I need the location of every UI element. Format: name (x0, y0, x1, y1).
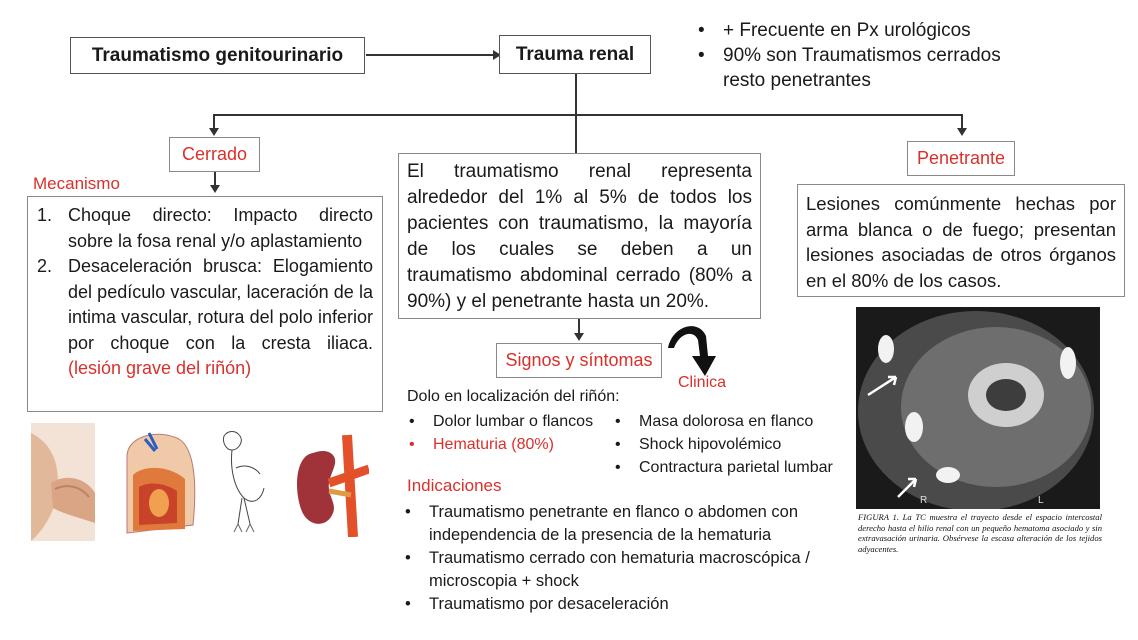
connector-cerrado-down (214, 172, 216, 186)
arrowhead (209, 128, 219, 136)
node-label: Cerrado (181, 144, 248, 164)
connector-center-down (578, 319, 580, 334)
ct-letter-l: L (1038, 495, 1044, 506)
center-text: El traumatismo renal representa alrededor del 1% al 5% de todos los pacientes con traumatismo, la mayoría de los cuales se deben a un traumatismo abdominal cerrado (80% a 90%) y el penetrante hasta un 20%. (407, 161, 752, 312)
arrowhead (957, 128, 967, 136)
abdomen-impact-image (119, 425, 199, 539)
mecanismo-item: 2. Desaceleración brusca: Elogamiento del pedículo vascular, laceración de la intima vascular, rotura del polo inferior por choque con la cresta iliaca. (lesión grave del riñón) (37, 256, 373, 378)
node-label: Signos y síntomas (505, 350, 653, 370)
body-sketch-image (214, 428, 270, 536)
arrowhead (210, 185, 220, 193)
node-label: Trauma renal (515, 43, 635, 65)
node-traumatismo-genitourinario (70, 37, 365, 74)
penetrante-text-box (797, 184, 1125, 297)
mecanismo-box (27, 196, 383, 412)
indicaciones-label: Indicaciones (407, 476, 502, 495)
clinica-item: • Dolor lumbar o flancos (407, 410, 617, 433)
node-signos (496, 343, 662, 378)
top-bullet: • + Frecuente en Px urológicos (696, 18, 1016, 43)
indicaciones-item: • Traumatismo penetrante en flanco o abdomen con independencia de la presencia de la hematuria (403, 501, 841, 547)
clinica-label: Clinica (678, 374, 727, 391)
arrowhead (574, 333, 584, 341)
indicaciones-item: • Traumatismo cerrado con hematuria macroscópica / microscopia + shock (403, 547, 841, 593)
indicaciones-item: • Traumatismo por desaceleración (403, 593, 841, 616)
connector-horizontal (213, 114, 962, 116)
center-text-box (398, 153, 761, 319)
ct-scan-image (856, 307, 1100, 509)
node-trauma-renal (499, 35, 651, 74)
mecanismo-highlight: (lesión grave del riñón) (68, 358, 252, 378)
node-label: Penetrante (916, 148, 1006, 168)
hand-press-image (31, 423, 95, 541)
ct-letter-r: R (920, 495, 928, 506)
node-label: Traumatismo genitourinario (91, 44, 344, 66)
penetrante-text: Lesiones comúnmente hechas por arma blanca o de fuego; presentan lesiones asociadas de otros órganos en el 80% de los casos. (806, 193, 1116, 291)
mecanismo-label: Mecanismo (33, 174, 120, 193)
clinica-item: • Contractura parietal lumbar (613, 456, 863, 479)
clinica-item: • Masa dolorosa en flanco (613, 410, 863, 433)
connector-genito-renal (366, 54, 494, 56)
node-penetrante (907, 141, 1015, 176)
connector-right-down (961, 114, 963, 129)
clinica-right-list (613, 410, 863, 479)
top-bullet: • 90% son Traumatismos cerrados resto penetrantes (696, 43, 1016, 93)
kidney-image (293, 425, 369, 537)
top-bullets (696, 18, 1016, 93)
clinica-item: • Hematuria (80%) (407, 433, 617, 456)
indicaciones-list (403, 501, 841, 616)
clinica-item: • Shock hipovolémico (613, 433, 863, 456)
clinica-left-list (407, 410, 617, 456)
clinica-heading: Dolo en localización del riñón: (407, 388, 620, 405)
ct-caption: FIGURA 1. La TC muestra el trayecto desde el espacio intercostal derecho hasta el hilio renal con un pequeño hematoma asociado y sin extravasación urinaria. Obsérvese la escasa alteración de los tejidos adyacentes. (858, 512, 1102, 554)
mecanismo-item: 1. Choque directo: Impacto directo sobre la fosa renal y/o aplastamiento (37, 205, 373, 251)
node-cerrado (169, 137, 260, 172)
